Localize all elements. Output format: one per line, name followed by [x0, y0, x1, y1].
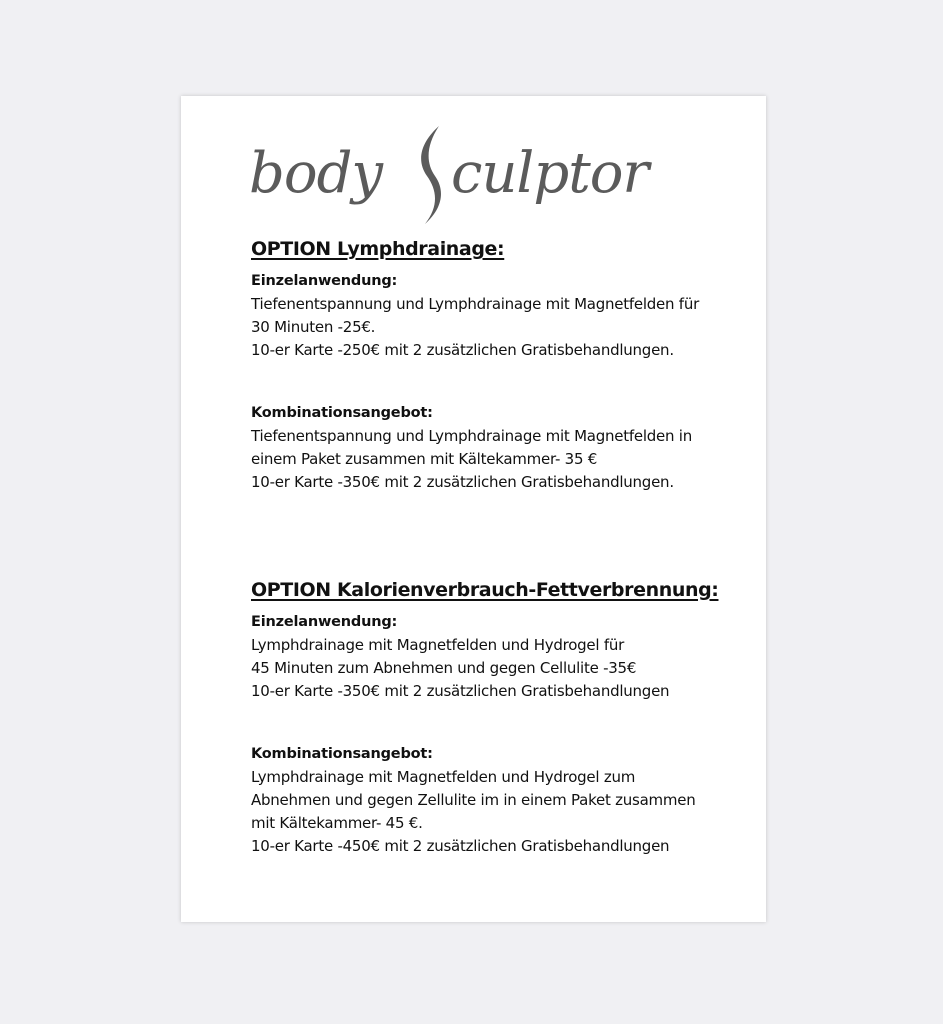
logo-text-body: body — [249, 141, 383, 206]
offer-line: 10-er Karte -350€ mit 2 zusätzlichen Gratisbehandlungen — [251, 682, 670, 700]
section-title: OPTION Kalorienverbrauch-Fettverbrennung: — [251, 579, 719, 601]
block-title: Kombinationsangebot: — [251, 405, 433, 421]
section-title: OPTION Lymphdrainage: — [251, 238, 505, 260]
offer-line: Lymphdrainage mit Magnetfelden und Hydrogel für — [251, 636, 625, 654]
section-lymphdrainage — [251, 236, 721, 494]
offer-line: Tiefenentspannung und Lymphdrainage mit Magnetfelden in — [251, 427, 692, 445]
block-title: Kombinationsangebot: — [251, 746, 433, 762]
block-title: Einzelanwendung: — [251, 614, 398, 630]
block-title: Einzelanwendung: — [251, 273, 398, 289]
offer-line: einem Paket zusammen mit Kältekammer- 35 € — [251, 450, 598, 468]
price-list — [251, 236, 721, 858]
offer-line: Lymphdrainage mit Magnetfelden und Hydrogel zum — [251, 768, 636, 786]
logo-s-swoosh — [421, 126, 441, 224]
offer-line: Abnehmen und gegen Zellulite im in einem Paket zusammen — [251, 791, 696, 809]
logo-text-culptor: culptor — [451, 141, 649, 206]
offer-line: 45 Minuten zum Abnehmen und gegen Cellulite -35€ — [251, 659, 637, 677]
offer-line: Tiefenentspannung und Lymphdrainage mit Magnetfelden für — [251, 295, 699, 313]
document-page — [181, 96, 766, 922]
offer-block-single — [251, 611, 721, 703]
offer-line: 10-er Karte -450€ mit 2 zusätzlichen Gratisbehandlungen — [251, 837, 670, 855]
offer-line: 30 Minuten -25€. — [251, 318, 376, 336]
offer-line: 10-er Karte -350€ mit 2 zusätzlichen Gratisbehandlungen. — [251, 473, 674, 491]
offer-block-combo — [251, 402, 721, 494]
offer-block-combo — [251, 743, 721, 858]
section-kalorienverbrauch — [251, 577, 721, 858]
offer-line: mit Kältekammer- 45 €. — [251, 814, 423, 832]
body-sculptor-logo — [249, 122, 657, 228]
offer-line: 10-er Karte -250€ mit 2 zusätzlichen Gratisbehandlungen. — [251, 341, 674, 359]
offer-block-single — [251, 270, 721, 362]
